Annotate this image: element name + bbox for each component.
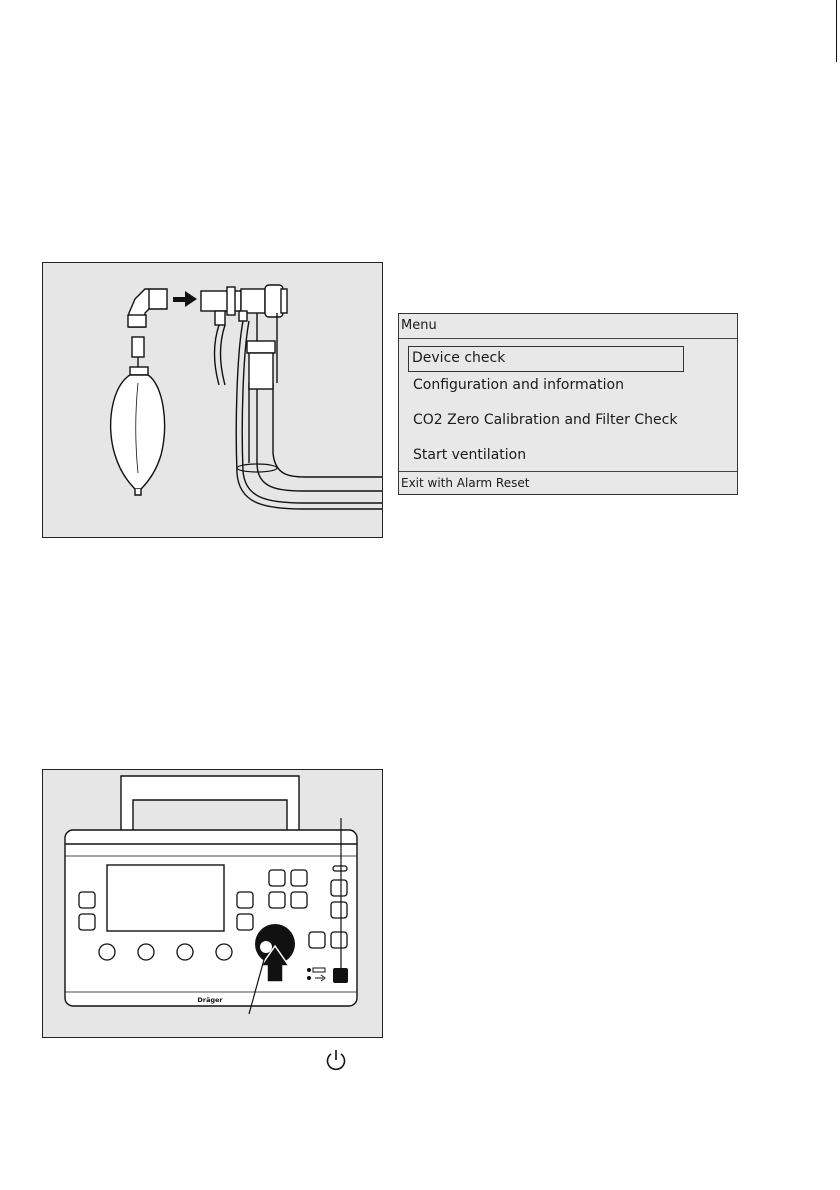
menu-item-start-ventilation[interactable]: Start ventilation bbox=[413, 447, 527, 463]
tube-coupling bbox=[247, 341, 275, 389]
breathing-tubes bbox=[215, 313, 383, 509]
menu-item-device-check[interactable]: Device check bbox=[408, 346, 684, 372]
brand-logo: Dräger bbox=[197, 996, 223, 1004]
carry-handle bbox=[121, 776, 299, 836]
power-key bbox=[333, 968, 348, 983]
bag-adapter bbox=[132, 337, 144, 367]
y-piece-connector bbox=[201, 285, 287, 325]
menu-divider-bottom bbox=[399, 471, 737, 472]
device-front-panel-figure bbox=[42, 769, 383, 1038]
menu-footer-hint: Exit with Alarm Reset bbox=[401, 476, 530, 490]
elbow-connector bbox=[128, 289, 167, 327]
menu-item-configuration[interactable]: Configuration and information bbox=[413, 377, 624, 393]
ventilator-menu-screen bbox=[398, 313, 738, 495]
device-display bbox=[107, 865, 224, 931]
breathing-bag bbox=[111, 367, 165, 495]
page-edge-line bbox=[836, 0, 837, 62]
connect-arrow-icon bbox=[173, 291, 197, 307]
menu-divider-top bbox=[399, 338, 737, 339]
menu-item-co2-zero-calibration[interactable]: CO2 Zero Calibration and Filter Check bbox=[413, 412, 678, 428]
menu-title: Menu bbox=[401, 318, 437, 333]
breathing-circuit-figure bbox=[42, 262, 383, 538]
power-icon bbox=[323, 1048, 349, 1074]
